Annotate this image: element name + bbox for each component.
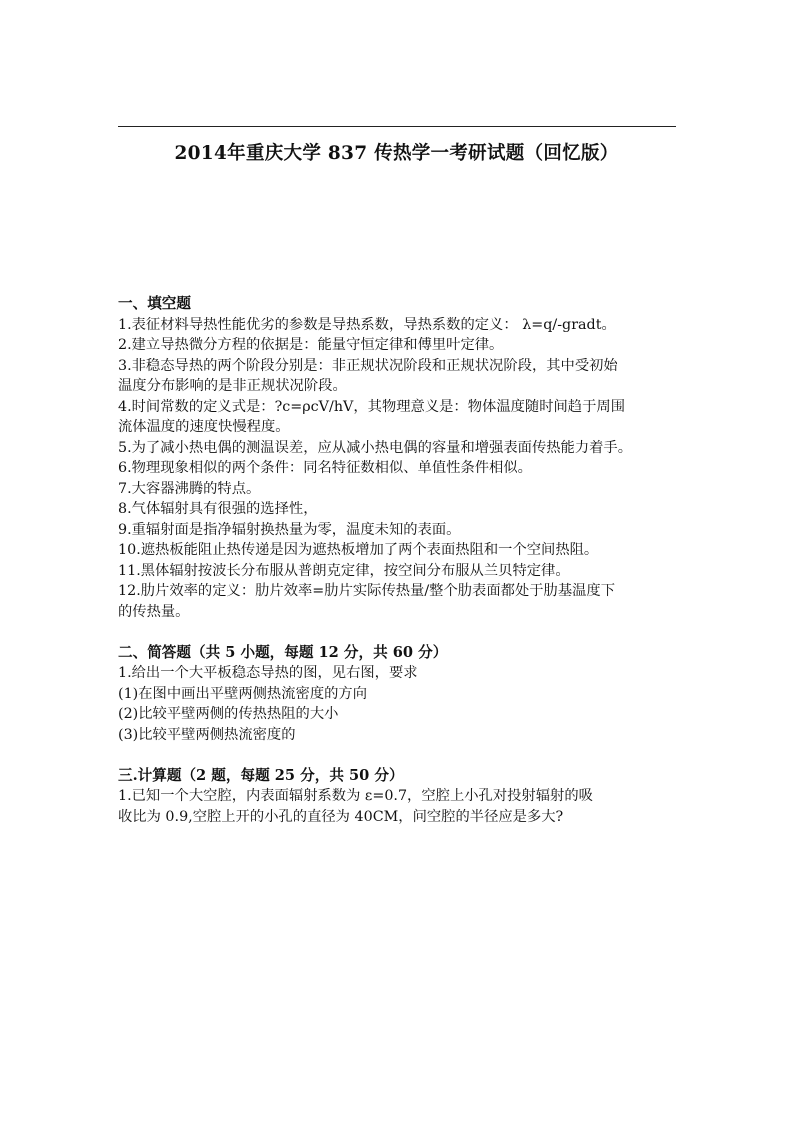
question-line: (2)比较平壁两侧的传热热阻的大小 <box>118 706 339 722</box>
question-line: 12.肋片效率的定义：肋片效率=肋片实际传热量/整个肋表面都处于肋基温度下 <box>118 583 616 599</box>
question-line: 温度分布影响的是非正规状况阶段。 <box>118 378 347 394</box>
header-rule <box>118 126 676 127</box>
question-line: 4.时间常数的定义式是：?c=ρcV/hV，其物理意义是：物体温度随时间趋于周围 <box>118 398 625 415</box>
question-line: 2.建立导热微分方程的依据是：能量守恒定律和傅里叶定律。 <box>118 337 504 353</box>
question-line: 11.黑体辐射按波长分布服从普朗克定律，按空间分布服从兰贝特定律。 <box>118 562 570 579</box>
question-line: 的传热量。 <box>118 603 190 620</box>
question-line: 1.表征材料导热性能优劣的参数是导热系数，导热系数的定义： λ=q/-gradt。 <box>118 316 616 333</box>
question-line: 5.为了减小热电偶的测温误差，应从减小热电偶的容量和增强表面传热能力着手。 <box>118 439 633 456</box>
section-heading: 三.计算题（2 题，每题 25 分，共 50 分） <box>118 766 404 784</box>
question-line: 收比为 0.9,空腔上开的小孔的直径为 40CM，问空腔的半径应是多大? <box>118 808 564 825</box>
question-line: 流体温度的速度快慢程度。 <box>118 419 290 435</box>
question-line: (1)在图中画出平壁两侧热流密度的方向 <box>118 685 367 702</box>
question-line: 3.非稳态导热的两个阶段分别是：非正规状况阶段和正规状况阶段，其中受初始 <box>118 357 618 374</box>
question-line: 8.气体辐射具有很强的选择性， <box>118 501 318 517</box>
question-line: 9.重辐射面是指净辐射换热量为零，温度未知的表面。 <box>118 521 461 538</box>
section-short-answer <box>118 643 693 746</box>
question-line: 1.给出一个大平板稳态导热的图，见右图，要求 <box>118 665 418 681</box>
question-line: (3)比较平壁两侧热流密度的 <box>118 726 296 743</box>
exam-body <box>118 294 693 827</box>
question-line: 10.遮热板能阻止热传递是因为遮热板增加了两个表面热阻和一个空间热阻。 <box>118 542 599 558</box>
page-title: 2014年重庆大学 837 传热学一考研试题（回忆版） <box>174 143 619 164</box>
section-calculation <box>118 766 693 828</box>
section-heading: 二、简答题（共 5 小题，每题 12 分，共 60 分） <box>118 643 448 661</box>
question-line: 7.大容器沸腾的特点。 <box>118 480 261 497</box>
section-heading: 一、填空题 <box>118 295 191 312</box>
question-line: 6.物理现象相似的两个条件：同名特征数相似、单值性条件相似。 <box>118 460 532 476</box>
question-line: 1.已知一个大空腔，内表面辐射系数为 ε=0.7，空腔上小孔对投射辐射的吸 <box>118 788 593 804</box>
section-fill-in <box>118 294 693 622</box>
